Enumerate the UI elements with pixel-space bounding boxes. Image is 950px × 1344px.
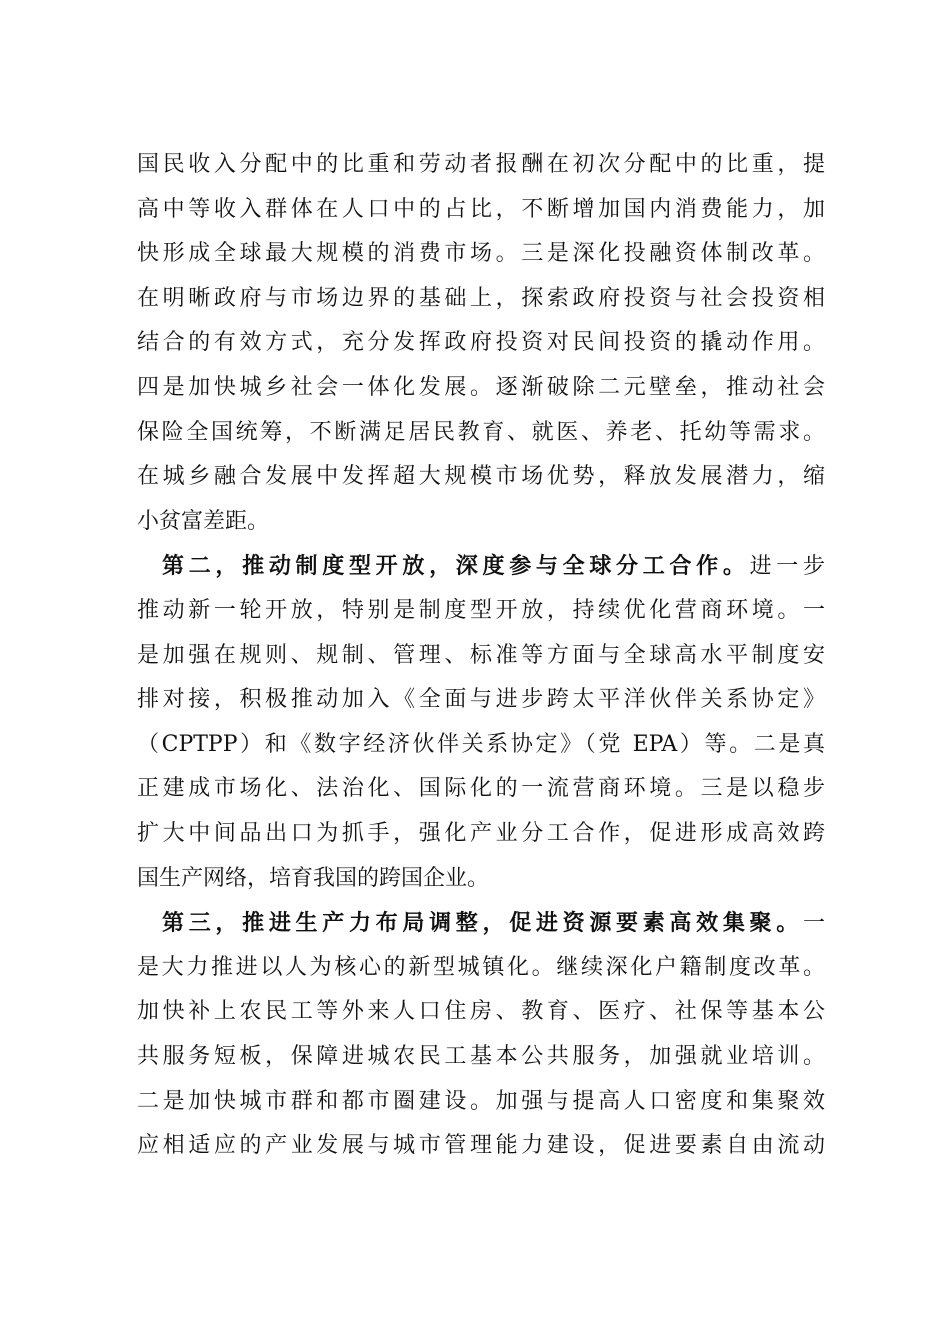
text-line: 加快补上农民工等外来人口住房、教育、医疗、社保等基本公 — [137, 999, 825, 1024]
text-line: 保险全国统筹，不断满足居民教育、就医、养老、托幼等需求。 — [137, 420, 825, 445]
text-line: 是大力推进以人为核心的新型城镇化。继续深化户籍制度改革。 — [137, 955, 825, 980]
text-run: 进一步 — [749, 554, 825, 579]
section-heading: 第三，推进生产力布局调整，促进资源要素高效集聚。 — [162, 910, 803, 936]
text-line: （CPTPP）和《数字经济伙伴关系协定》（党 EPA）等。二是真 — [137, 732, 825, 757]
text-line: 国生产网络，培育我国的跨国企业。 — [137, 866, 490, 891]
text-line: 结合的有效方式，充分发挥政府投资对民间投资的撬动作用。 — [137, 330, 825, 355]
text-line: 小贫富差距。 — [137, 509, 270, 534]
text-run: 一 — [802, 911, 825, 936]
text-line: 四是加快城乡社会一体化发展。逐渐破除二元壁垒，推动社会 — [137, 375, 825, 400]
text-line: 应相适应的产业发展与城市管理能力建设，促进要素自由流动 — [137, 1133, 825, 1158]
paragraph-first-line — [162, 544, 825, 588]
text-line: 快形成全球最大规模的消费市场。三是深化投融资体制改革。 — [137, 241, 825, 266]
paragraph-first-line — [162, 901, 825, 945]
section-heading: 第二，推动制度型开放，深度参与全球分工合作。 — [162, 553, 750, 579]
text-line: 在城乡融合发展中发挥超大规模市场优势，释放发展潜力，缩 — [137, 464, 825, 489]
text-line: 在明晰政府与市场边界的基础上，探索政府投资与社会投资相 — [137, 286, 825, 311]
text-line: 排对接，积极推动加入《全面与进步跨太平洋伙伴关系协定》 — [137, 687, 825, 712]
text-line: 扩大中间品出口为抓手，强化产业分工合作，促进形成高效跨 — [137, 821, 825, 846]
text-line: 推动新一轮开放，特别是制度型开放，持续优化营商环境。一 — [137, 598, 825, 623]
text-line: 共服务短板，保障进城农民工基本公共服务，加强就业培训。 — [137, 1044, 825, 1069]
text-line: 正建成市场化、法治化、国际化的一流营商环境。三是以稳步 — [137, 776, 825, 801]
text-line: 是加强在规则、规制、管理、标准等方面与全球高水平制度安 — [137, 643, 825, 668]
text-line: 高中等收入群体在人口中的占比，不断增加国内消费能力，加 — [137, 197, 825, 222]
text-line: 二是加快城市群和都市圈建设。加强与提高人口密度和集聚效 — [137, 1089, 825, 1114]
text-line: 国民收入分配中的比重和劳动者报酬在初次分配中的比重，提 — [137, 152, 825, 177]
